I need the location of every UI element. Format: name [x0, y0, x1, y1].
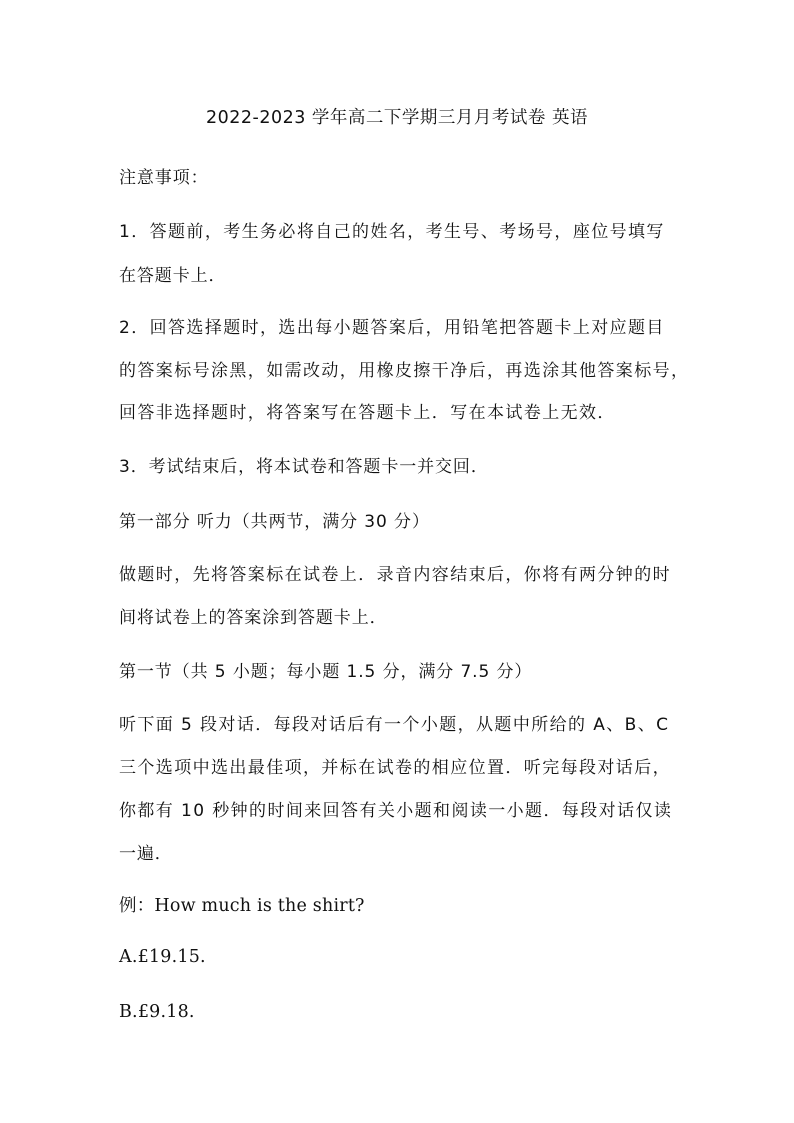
notice-heading: 注意事项： [119, 168, 209, 188]
subsection-instruction-cont-3: 一遍． [119, 844, 173, 864]
option-a: A.£19.15. [119, 947, 206, 967]
instruction-paragraph-cont: 间将试卷上的答案涂到答题卡上． [119, 608, 388, 628]
page-title: 2022-2023 学年高二下学期三月月考试卷 英语 [205, 108, 588, 128]
notice-item-1: 1．答题前，考生务必将自己的姓名，考生号、考场号，座位号填写 [119, 222, 665, 242]
notice-item-3: 3．考试结束后，将本试卷和答题卡一并交回． [119, 457, 489, 477]
notice-item-2-cont-2: 回答非选择题时，将答案写在答题卡上．写在本试卷上无效． [119, 403, 616, 423]
subsection-instruction-cont-1: 三个选项中选出最佳项，并标在试卷的相应位置．听完每段对话后， [119, 758, 671, 778]
notice-item-2-cont-1: 的答案标号涂黑，如需改动，用橡皮擦干净后，再选涂其他答案标号， [119, 361, 690, 381]
option-b: B.£9.18. [119, 1002, 195, 1022]
subsection-instruction: 听下面 5 段对话．每段对话后有一个小题，从题中所给的 A、B、C [119, 715, 670, 735]
notice-item-1-cont: 在答题卡上． [119, 266, 227, 286]
example-question: 例：How much is the shirt? [119, 896, 365, 916]
subsection-heading: 第一节（共 5 小题；每小题 1.5 分，满分 7.5 分） [119, 662, 533, 682]
instruction-paragraph: 做题时，先将答案标在试卷上．录音内容结束后，你将有两分钟的时 [119, 565, 671, 585]
notice-item-2: 2．回答选择题时，选出每小题答案后，用铅笔把答题卡上对应题目 [119, 318, 665, 338]
section-heading-listening: 第一部分 听力（共两节，满分 30 分） [119, 512, 430, 532]
subsection-instruction-cont-2: 你都有 10 秒钟的时间来回答有关小题和阅读一小题．每段对话仅读 [119, 801, 673, 821]
